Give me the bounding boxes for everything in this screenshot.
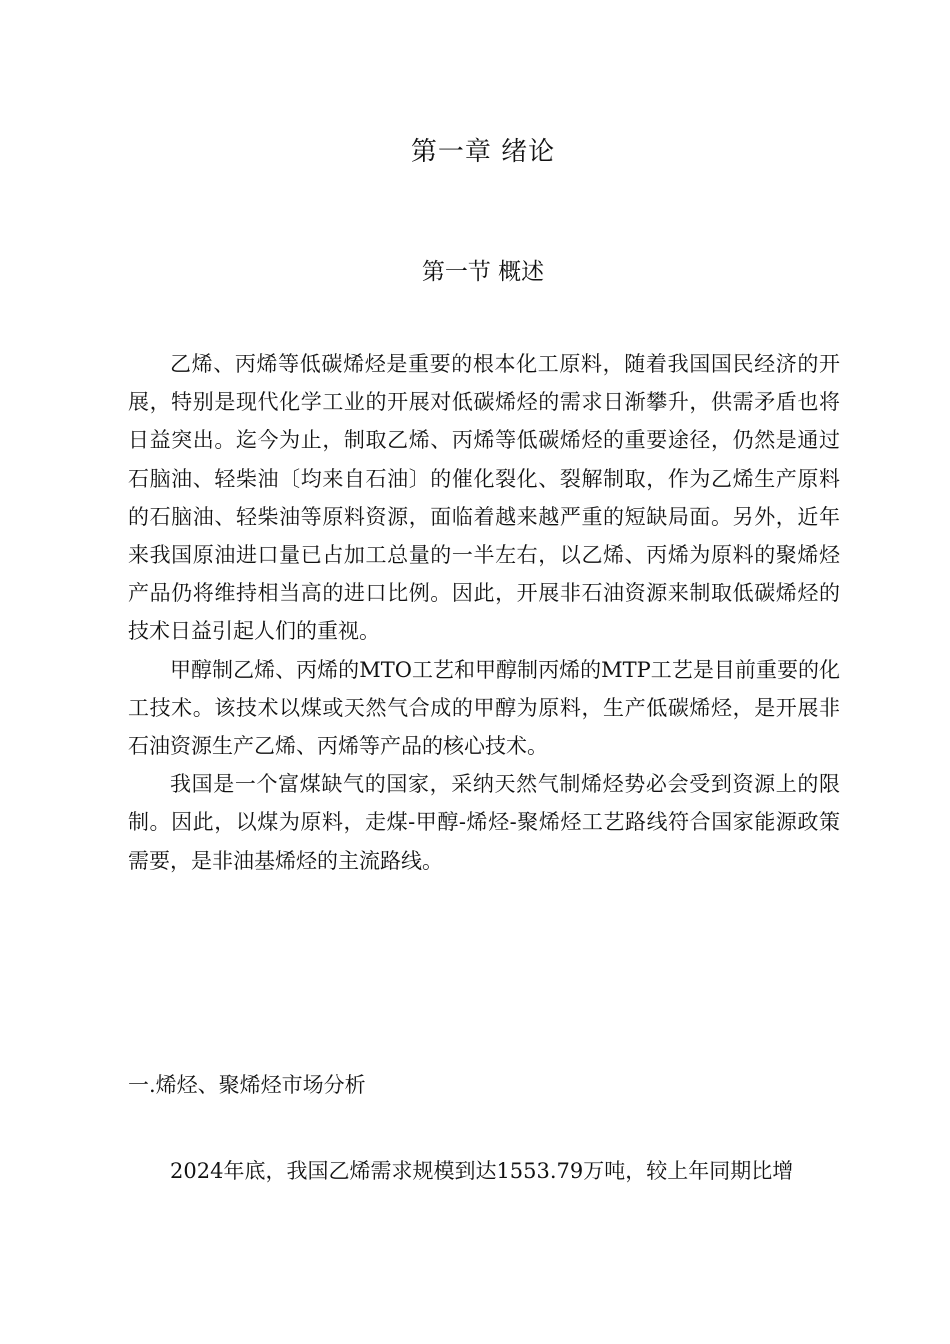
body-text: [128, 345, 840, 880]
paragraph: 甲醇制乙烯、丙烯的MTO工艺和甲醇制丙烯的MTP工艺是目前重要的化工技术。该技术以煤或天然气合成的甲醇为原料，生产低碳烯烃，是开展非石油资源生产乙烯、丙烯等产品的核心技术。: [128, 657, 840, 759]
section-title: 第一节 概述: [421, 259, 545, 285]
subsection-heading: 一.烯烃、聚烯烃市场分析: [128, 1073, 366, 1097]
chapter-title: 第一章 绪论: [410, 137, 556, 167]
paragraph: 2024年底，我国乙烯需求规模到达1553.79万吨，较上年同期比增: [170, 1159, 794, 1183]
paragraph: 乙烯、丙烯等低碳烯烃是重要的根本化工原料，随着我国国民经济的开展，特别是现代化学工业的开展对低碳烯烃的需求日渐攀升，供需矛盾也将日益突出。迄今为止，制取乙烯、丙烯等低碳烯烃的重要途径，仍然是通过石脑油、轻柴油〔均来自石油〕的催化裂化、裂解制取，作为乙烯生产原料的石脑油、轻柴油等原料资源，面临着越来越严重的短缺局面。另外，近年来我国原油进口量已占加工总量的一半左右，以乙烯、丙烯为原料的聚烯烃产品仍将维持相当高的进口比例。因此，开展非石油资源来制取低碳烯烃的技术日益引起人们的重视。: [128, 352, 840, 644]
paragraph: 我国是一个富煤缺气的国家，采纳天然气制烯烃势必会受到资源上的限制。因此，以煤为原料，走煤-甲醇-烯烃-聚烯烃工艺路线符合国家能源政策需要，是非油基烯烃的主流路线。: [128, 772, 840, 873]
